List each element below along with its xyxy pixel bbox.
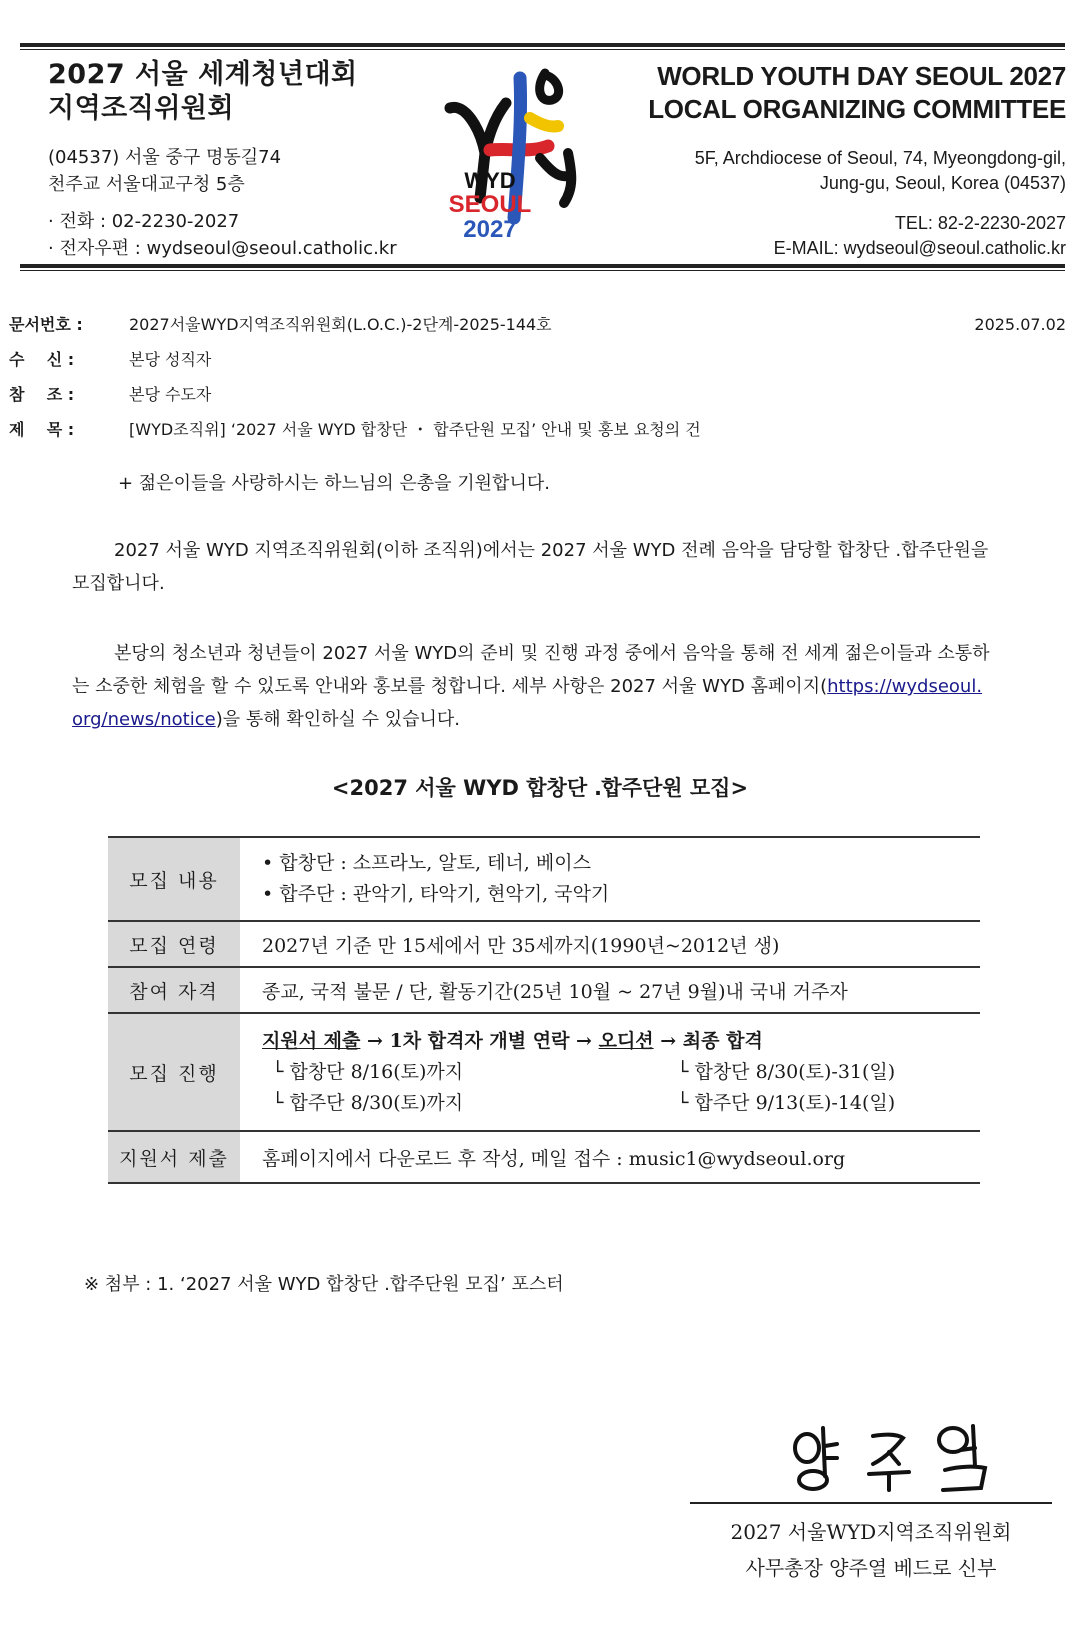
wyd-seoul-logo: [440, 58, 610, 253]
row-head-application: 지원서 제출: [108, 1131, 240, 1183]
homepage-link[interactable]: https://wydseoul.org/news/notice: [72, 676, 983, 730]
signatory-name: 사무총장 양주열 베드로 신부: [745, 1556, 997, 1580]
row-content: [240, 837, 980, 921]
kr-contact: [48, 208, 397, 262]
kr-address: [48, 144, 281, 198]
deadline-choir: └ 합창단 8/16(토)까지: [272, 1060, 464, 1083]
row-age-value: 2027년 기준 만 15세에서 만 35세까지(1990년~2012년 생): [240, 921, 980, 967]
row-eligibility-value: 종교, 국적 불문 / 단, 활동기간(25년 10월 ~ 27년 9월)내 국내 거주자: [240, 967, 980, 1013]
process-step-application: 지원서 제출: [262, 1029, 361, 1052]
kr-phone: · 전화 : 02-2230-2027: [48, 211, 240, 232]
subject-label: 제 목 :: [9, 420, 75, 439]
row-application-value: 홈페이지에서 다운로드 후 작성, 메일 접수 : music1@wydseoul.org: [240, 1131, 980, 1183]
row-process: [240, 1013, 980, 1131]
document-date: 2025.07.02: [974, 315, 1066, 334]
process-deadlines-row1: [262, 1057, 980, 1088]
table-row: [108, 1013, 980, 1131]
kr-email: · 전자우편 : wydseoul@seoul.catholic.kr: [48, 238, 397, 259]
letterhead-top-rule-thin: [20, 49, 1065, 50]
section-title: <2027 서울 WYD 합창단 ․합주단원 모집>: [331, 776, 749, 800]
paragraph-1: 2027 서울 WYD 지역조직위원회(이하 조직위)에서는 2027 서울 WYD 전례 음악을 담당할 합창단 ․합주단원을 모집합니다.: [72, 540, 989, 594]
greeting: + 젊은이들을 사랑하시는 하느님의 은총을 기원합니다.: [118, 473, 550, 494]
kr-address-line2: 천주교 서울대교구청 5층: [48, 174, 245, 195]
en-address-line2: Jung-gu, Seoul, Korea (04537): [819, 173, 1066, 193]
logo-seoul: SEOUL: [448, 191, 532, 218]
recruitment-table: [108, 836, 980, 1184]
doc-number-value: 2027서울WYD지역조직위원회(L.O.C.)-2단계-2025-144호: [129, 315, 552, 334]
letterhead-bottom-rule: [20, 264, 1065, 268]
process-step-audition: 오디션: [598, 1029, 654, 1052]
letterhead-bottom-rule-thin: [20, 270, 1065, 271]
row-head-age: 모집 연령: [108, 921, 240, 967]
paragraph-2: [72, 637, 990, 736]
paragraph-2-tail: )을 통해 확인하실 수 있습니다.: [215, 709, 460, 730]
row-head-content: 모집 내용: [108, 837, 240, 921]
meta-doc-number: [9, 315, 552, 335]
process-arrow-1: → 1차 합격자 개별 연락 →: [360, 1029, 599, 1052]
process-arrow-2: → 최종 합격: [653, 1029, 763, 1052]
table-row: [108, 967, 980, 1013]
process-flow: [262, 1026, 980, 1057]
kr-address-line1: (04537) 서울 중구 명동길74: [48, 147, 282, 168]
content-choir: • 합창단 : 소프라노, 알토, 테너, 베이스: [262, 852, 591, 874]
meta-subject: [9, 420, 701, 440]
signatory-organization: 2027 서울WYD지역조직위원회: [730, 1520, 1012, 1544]
paragraph-2-text: 본당의 청소년과 청년들이 2027 서울 WYD의 준비 및 진행 과정 중에서 음악을 통해 전 세계 젊은이들과 소통하는 소중한 체험을 할 수 있도록 안내와 홍보를 청합니다. 세부 사항은 2027 서울 WYD 홈페이지(: [72, 643, 990, 697]
kr-title-line2: 지역조직위원회: [48, 93, 235, 124]
handwritten-signature: [785, 1418, 1005, 1498]
en-title-line2: LOCAL ORGANIZING COMMITTEE: [648, 94, 1066, 124]
row-head-eligibility: 참여 자격: [108, 967, 240, 1013]
table-row: [108, 837, 980, 921]
attachment-note: ※ 첨부 : 1. ‘2027 서울 WYD 합창단 ․합주단원 모집’ 포스터: [84, 1274, 564, 1295]
reference-value: 본당 수도자: [129, 385, 212, 404]
process-deadlines-row2: [262, 1088, 980, 1119]
subject-value: [WYD조직위] ‘2027 서울 WYD 합창단 ・ 합주단원 모집’ 안내 및 홍보 요청의 건: [129, 420, 701, 439]
content-orchestra: • 합주단 : 관악기, 타악기, 현악기, 국악기: [262, 883, 610, 905]
en-phone: TEL: 82-2-2230-2027: [894, 213, 1066, 233]
meta-recipient: [9, 350, 211, 370]
signatory-block: [690, 1514, 1052, 1586]
logo-2027: 2027: [463, 216, 517, 243]
kr-organization-title: [48, 58, 358, 126]
reference-label: 참 조 :: [9, 385, 75, 404]
en-contact: [774, 211, 1066, 261]
deadline-orchestra: └ 합주단 8/30(토)까지: [272, 1091, 464, 1114]
en-title-line1: WORLD YOUTH DAY SEOUL 2027: [657, 61, 1066, 91]
table-row: [108, 921, 980, 967]
doc-number-label: 문서번호 :: [9, 315, 83, 334]
audition-choir: └ 합창단 8/30(토)-31(일): [677, 1060, 896, 1083]
en-address: [695, 146, 1066, 196]
en-address-line1: 5F, Archdiocese of Seoul, 74, Myeongdong-gil,: [694, 148, 1066, 168]
letterhead-top-rule: [20, 43, 1065, 47]
audition-orchestra: └ 합주단 9/13(토)-14(일): [677, 1091, 896, 1114]
en-organization-title: [648, 60, 1066, 126]
signature-icon: [785, 1418, 1005, 1498]
signature-line: [690, 1502, 1052, 1504]
kr-title-line1: 2027 서울 세계청년대회: [48, 59, 358, 90]
recipient-label: 수 신 :: [9, 350, 75, 369]
table-row: [108, 1131, 980, 1183]
en-email: E-MAIL: wydseoul@seoul.catholic.kr: [773, 238, 1066, 258]
recipient-value: 본당 성직자: [129, 350, 212, 369]
logo-wyd: WYD: [464, 168, 516, 193]
row-head-process: 모집 진행: [108, 1013, 240, 1131]
meta-reference: [9, 385, 211, 405]
